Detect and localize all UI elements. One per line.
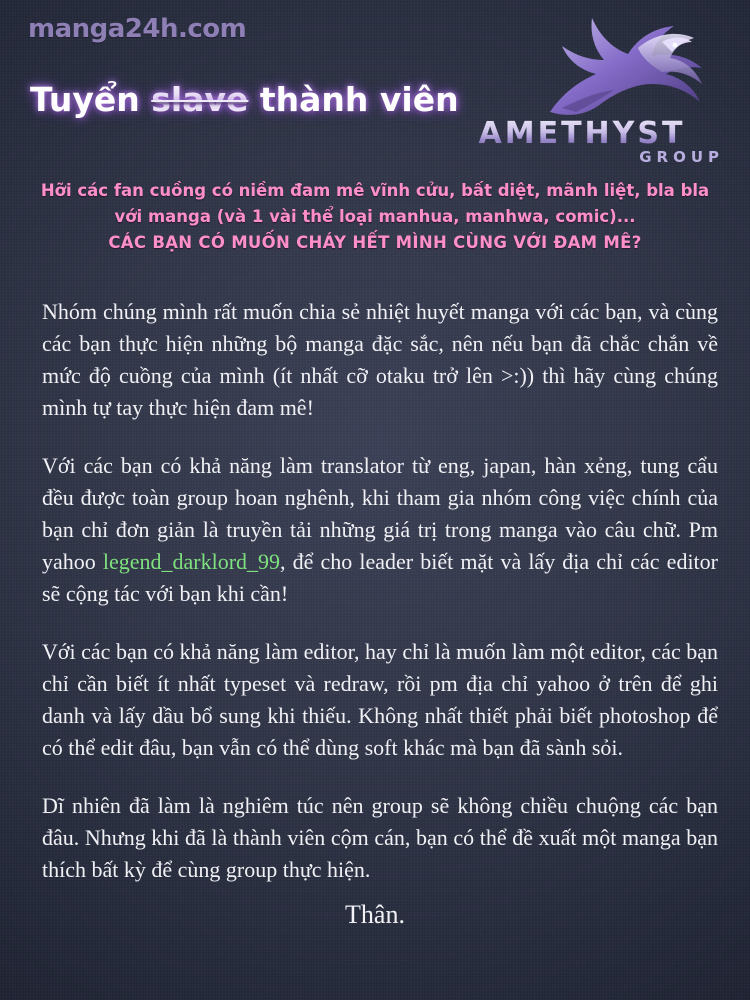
paragraph-3: Với các bạn có khả năng làm editor, hay chỉ là muốn làm một editor, các bạn chỉ cần biết ít nhất typeset và redraw, rồi pm địa chỉ yahoo ở trên để ghi danh và lấy dầu bổ sung khi thiếu. Không nhất thiết phải biết photoshop để có thể edit đâu, bạn vẫn có thể dùng soft khác mà bạn đã sành sỏi.	[42, 639, 718, 760]
body-text	[42, 296, 718, 912]
paragraph-1: Nhóm chúng mình rất muốn chia sẻ nhiệt huyết manga với các bạn, và cùng các bạn thực hiện những bộ manga đặc sắc, nên nếu bạn đã chắc chắn về mức độ cuồng của mình (ít nhất cỡ otaku trở lên >:)) thì hãy cùng chúng mình tự tay thực hiện đam mê!	[42, 299, 718, 420]
paragraph-2-before: Với các bạn có khả năng làm translator từ eng, japan, hàn xẻng, tung cẩu đều được toàn group hoan nghênh, khi tham gia nhóm công việc chính của bạn chỉ đơn giản là truyền tải những giá trị trong manga vào câu chữ. Pm yahoo	[42, 453, 718, 574]
headline-struck-word: slave	[151, 80, 249, 119]
paragraph-2	[42, 450, 718, 610]
site-watermark: manga24h.com	[28, 14, 247, 44]
page-title	[30, 80, 459, 119]
intro-line-1: Hỡi các fan cuồng có niềm đam mê vĩnh cửu, bất diệt, mãnh liệt, bla bla	[40, 181, 710, 200]
headline-part1: Tuyển	[30, 80, 152, 119]
headline-part2: thành viên	[248, 80, 459, 119]
intro-line-3: CÁC BẠN CÓ MUỐN CHÁY HẾT MÌNH CÙNG VỚI ĐAM MÊ?	[108, 233, 642, 252]
paragraph-2-after: , để cho leader biết mặt và lấy địa chỉ các editor sẽ cộng tác với bạn khi cần!	[42, 549, 718, 606]
intro-line-2: với manga (và 1 vài thể loại manhua, manhwa, comic)...	[114, 207, 636, 226]
paragraph-4: Dĩ nhiên đã làm là nghiêm túc nên group sẽ không chiều chuộng các bạn đâu. Nhưng khi đã là thành viên cộm cán, bạn có thể đề xuất một manga bạn thích bất kỳ để cùng group thực hiện.	[42, 793, 718, 882]
signoff-text: Thân.	[345, 900, 405, 929]
logo-wordmark: AMETHYST	[432, 116, 732, 151]
intro-block	[0, 178, 750, 256]
logo-subtitle: GROUP	[639, 148, 724, 166]
yahoo-id: legend_darklord_99	[102, 549, 281, 574]
dragon-icon	[542, 8, 732, 128]
amethyst-group-logo	[432, 8, 732, 173]
